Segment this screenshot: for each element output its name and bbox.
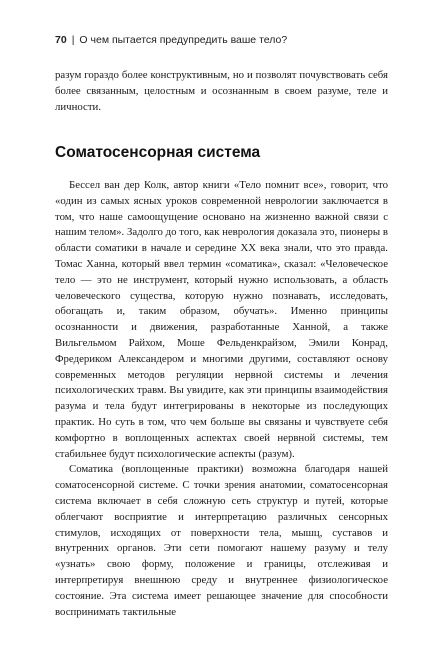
body-paragraph: Бессел ван дер Колк, автор книги «Тело помнит все», говорит, что «один из самых ясных уроков современной неврологии заключается в том, что наше самоощущение основано на жизненно важной связи с нашим телом». Задолго до того, как неврология доказала это, пионеры в области соматики в начале и середине XX века знали, что это правда. Томас Ханна, который ввел термин «соматика», сказал: «Человеческое тело — это не инструмент, который нужно использовать, а область человеческого существа, которую нужно познавать, исследовать, обогащать и, таким образом, обучать». Именно принципы осознанности и движения, разработанные Ханной, а также Вильгельмом Райхом, Моше Фельденкрайзом, Эмили Конрад, Фредериком Александером и многими другими, составляют основу современных методов регуляции нервной системы и лечения психологических травм. Вы увидите, как эти принципы взаимодействия разума и тела будут интегрированы в некоторые из последующих практик. Но суть в том, что чем больше вы связаны и чувствуете себя комфортно в воплощенных аспектах своей нервной системы, тем стабильнее будут психологические аспекты (разум). — [55, 179, 388, 460]
intro-paragraph: разум гораздо более конструктивным, но и позволят почувствовать себя более связанным, целостным и осознанным в своем разуме, теле и личности. — [55, 69, 388, 113]
body-text — [55, 178, 388, 620]
chapter-title: О чем пытается предупредить ваше тело? — [79, 34, 288, 46]
section-heading: Соматосенсорная система — [55, 144, 261, 161]
header-separator: | — [71, 34, 75, 46]
running-head — [55, 33, 287, 47]
intro-paragraph-block — [55, 68, 388, 115]
page-number: 70 — [55, 34, 67, 46]
body-paragraph: Соматика (воплощенные практики) возможна благодаря нашей соматосенсорной системе. С точки зрения анатомии, соматосенсорная система включает в себя сложную сеть структур и путей, которые облегчают восприятие и интерпретацию различных сенсорных стимулов, исходящих от поверхности тела, мышц, суставов и внутренних органов. Эти сети помогают нашему разуму и телу «узнать» свою форму, положение и границы, отслеживая и интерпретируя внешнюю среду и внутреннее физиологическое состояние. Эта система имеет решающее значение для способности воспринимать тактильные — [55, 463, 388, 618]
